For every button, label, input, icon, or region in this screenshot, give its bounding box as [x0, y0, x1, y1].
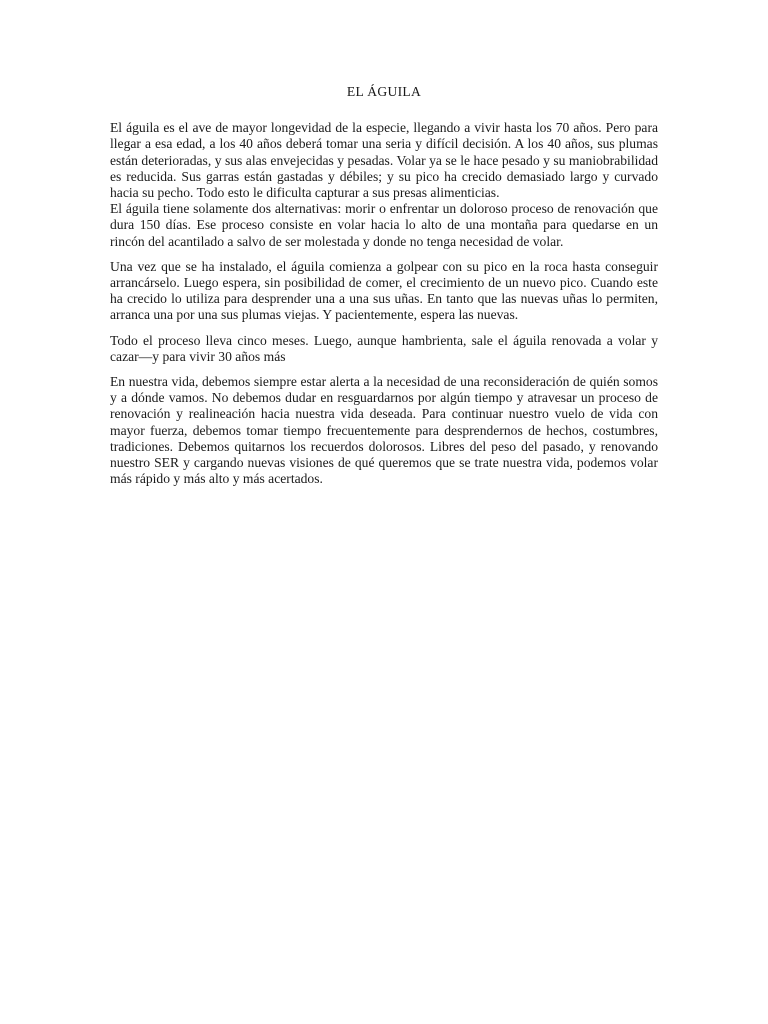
document-title: EL ÁGUILA — [346, 84, 422, 99]
paragraph-longevity: El águila es el ave de mayor longevidad de la especie, llegando a vivir hasta los 70 años. Pero para llegar a esa edad, a los 40 años deberá tomar una seria y difícil decisión. A los 40 años, sus plumas están deterioradas, y sus alas envejecidas y pesadas. Volar ya se le hace pesado y su maniobrabilidad es reducida. Sus garras están gastadas y débiles; y su pico ha crecido demasiado largo y curvado hacia su pecho. Todo esto le dificulta capturar a sus presas alimenticias. — [110, 120, 658, 201]
document-body — [110, 84, 658, 487]
paragraph-five-months: Todo el proceso lleva cinco meses. Luego, aunque hambrienta, sale el águila renovada a volar y cazar—y para vivir 30 años más — [110, 332, 658, 364]
paragraph-renewal-process: Una vez que se ha instalado, el águila comienza a golpear con su pico en la roca hasta conseguir arrancárselo. Luego espera, sin posibilidad de comer, el crecimiento de un nuevo pico. Cuando este ha crecido lo utiliza para desprender una a una sus uñas. En tanto que las nuevas uñas lo permiten, arranca una por una sus plumas viejas. Y pacientemente, espera las nuevas. — [110, 258, 658, 323]
paragraph-reflection: En nuestra vida, debemos siempre estar alerta a la necesidad de una reconsideración de quién somos y a dónde vamos. No debemos dudar en resguardarnos por algún tiempo y atravesar un proceso de renovación y realineación hacia nuestra vida deseada. Para continuar nuestro vuelo de vida con mayor fuerza, debemos tomar tiempo frecuentemente para desprendernos de hechos, costumbres, tradiciones. Debemos quitarnos los recuerdos dolorosos. Libres del peso del pasado, y renovando nuestro SER y cargando nuevas visiones de qué queremos que se trate nuestra vida, podemos volar más rápido y más alto y más acertados. — [110, 374, 658, 487]
paragraph-alternatives: El águila tiene solamente dos alternativas: morir o enfrentar un doloroso proceso de renovación que dura 150 días. Ese proceso consiste en volar hacia lo alto de una montaña para quedarse en un rincón del acantilado a salvo de ser molestada y donde no tenga necesidad de volar. — [110, 201, 658, 249]
